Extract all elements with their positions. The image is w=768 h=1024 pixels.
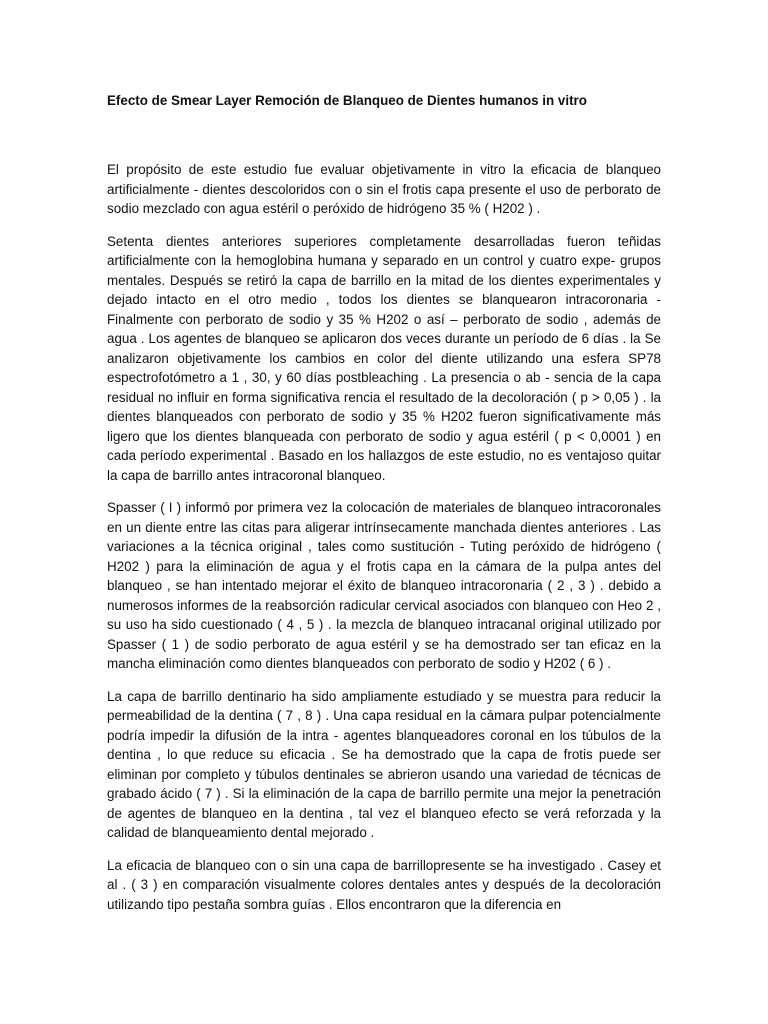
paragraph-efficacy: La eficacia de blanqueo con o sin una capa de barrillopresente se ha investigado . Casey et al . ( 3 ) en comparación visualmente colores dentales antes y después de la decoloración utilizando tipo pestaña sombra guías . Ellos encontraron que la diferencia en xyxy=(107,857,661,912)
paragraph-abstract: El propósito de este estudio fue evaluar objetivamente in vitro la eficacia de blanqueo artificialmente - dientes descoloridos con o sin el frotis capa presente el uso de perborato de sodio mezclado con agua estéril o peróxido de hidrógeno 35 % ( H202 ) . xyxy=(107,162,661,216)
paragraph-methods-results: Setenta dientes anteriores superiores completamente desarrolladas fueron teñidas artificialmente con la hemoglobina humana y separado en un control y cuatro expe- grupos mentales. Después se retiró la capa de barrillo en la mitad de los dientes experimentales y dejado intacto en el otro medio , todos los dientes se blanquearon intracoronaria - Finalmente con perborato de sodio y 35 % H202 o así – perborato de sodio , además de agua . Los agentes de blanqueo se aplicaron dos veces durante un período de 6 días . la Se analizaron objetivamente los cambios en color del diente utilizando una esfera SP78 espectrofotómetro a 1 , 30, y 60 días postbleaching . La presencia o ab - sencia de la capa residual no influir en forma significativa rencia el resultado de la decoloración ( p > 0,05 ) . la dientes blanqueados con perborato de sodio y 35 % H202 fueron significativamente más ligero que los dientes blanqueada con perborato de sodio y agua estéril ( p < 0,0001 ) en cada período experimental . Basado en los hallazgos de este estudio, no es ventajoso quitar la capa de barrillo antes intracoronal blanqueo. xyxy=(107,233,661,483)
document-body xyxy=(107,91,661,927)
paragraph-introduction: Spasser ( I ) informó por primera vez la colocación de materiales de blanqueo intracoronales en un diente entre las citas para aligerar intrínsecamente manchada dientes anteriores . Las variaciones a la técnica original , tales como sustitución - Tuting peróxido de hidrógeno ( H202 ) para la eliminación de agua y el frotis capa en la cámara de la pulpa antes del blanqueo , se han intentado mejorar el éxito de blanqueo intracoronaria ( 2 , 3 ) . debido a numerosos informes de la reabsorción radicular cervical asociados con blanqueo con Heo 2 , su uso ha sido cuestionado ( 4 , 5 ) . la mezcla de blanqueo intracanal original utilizado por Spasser ( 1 ) de sodio perborato de agua estéril y se ha demostrado ser tan eficaz en la mancha eliminación como dientes blanqueados con perborato de sodio y H202 ( 6 ) . xyxy=(107,500,661,671)
paragraph-smear-layer: La capa de barrillo dentinario ha sido ampliamente estudiado y se muestra para reducir la permeabilidad de la dentina ( 7 , 8 ) . Una capa residual en la cámara pulpar potencialmente podría impedir la difusión de la intra - agentes blanqueadores coronal en los túbulos de la dentina , lo que reduce su eficacia . Se ha demostrado que la capa de frotis puede ser eliminan por completo y túbulos dentinales se abrieron usando una variedad de técnicas de grabado ácido ( 7 ) . Si la eliminación de la capa de barrillo permite una mejor la penetración de agentes de blanqueo en la dentina , tal vez el blanqueo efecto se verá reforzada y la calidad de blanqueamiento dental mejorado . xyxy=(107,688,661,840)
document-title: Efecto de Smear Layer Remoción de Blanqueo de Dientes humanos in vitro xyxy=(107,93,587,108)
